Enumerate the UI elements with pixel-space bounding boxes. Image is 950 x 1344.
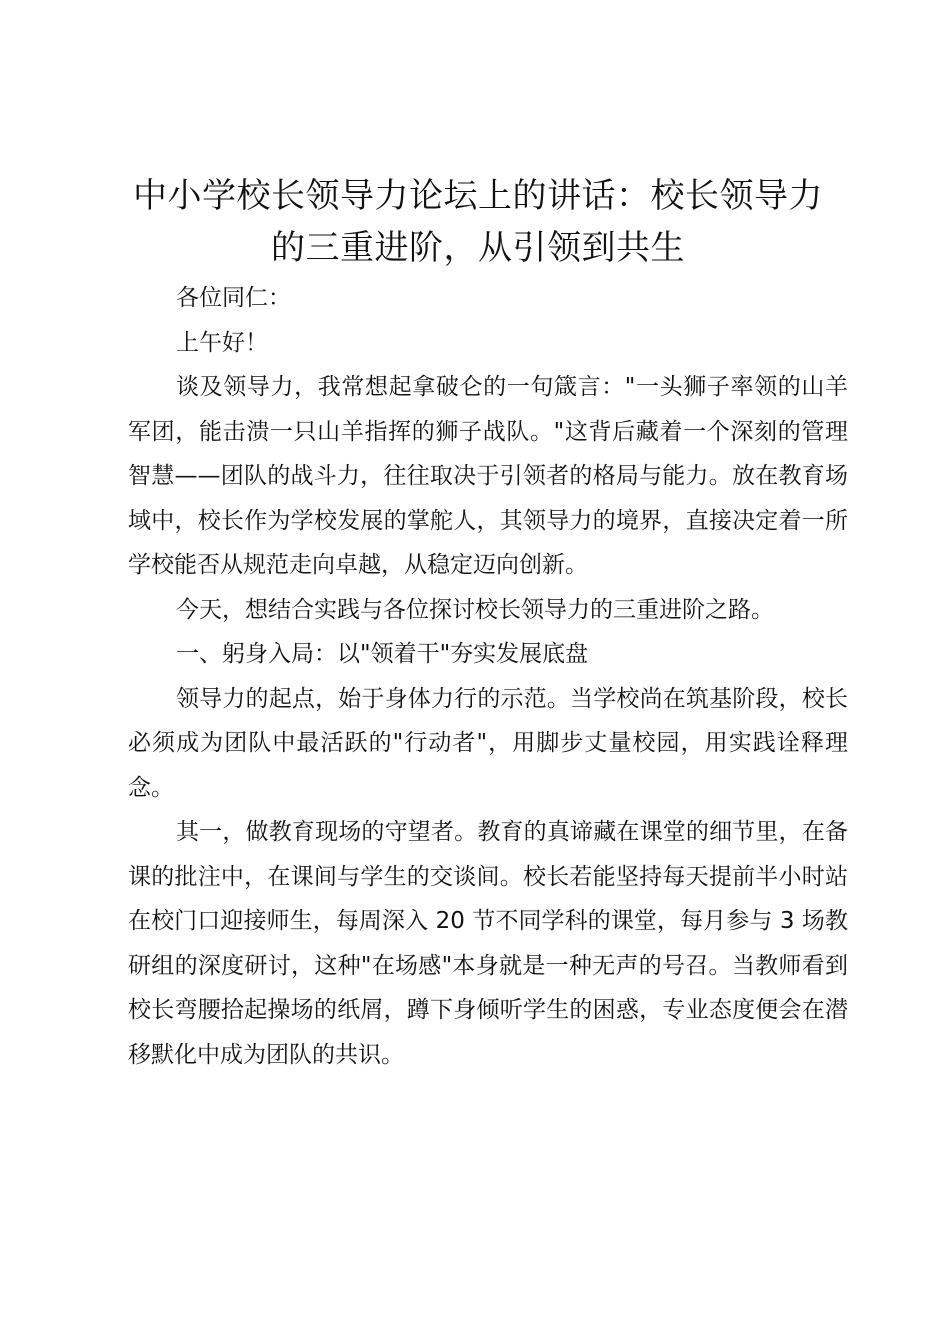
document-body — [128, 276, 848, 1077]
greeting: 上午好！ — [176, 329, 268, 356]
paragraph-intro: 谈及领导力，我常想起拿破仑的一句箴言："一头狮子率领的山羊军团，能击溃一只山羊指挥的狮子战队。"这背后藏着一个深刻的管理智慧——团队的战斗力，往往取决于引领者的格局与能力。放在教育场域中，校长作为学校发展的掌舵人，其领导力的境界，直接决定着一所学校能否从规范走向卓越，从稳定迈向创新。 — [128, 374, 848, 578]
paragraph-point-1: 其一，做教育现场的守望者。教育的真谛藏在课堂的细节里，在备课的批注中，在课间与学生的交谈间。校长若能坚持每天提前半小时站在校门口迎接师生，每周深入 20 节不同学科的课堂，每月参与 3 场教研组的深度研讨，这种"在场感"本身就是一种无声的号召。当教师看到校长弯腰拾起操场的纸屑，蹲下身倾听学生的困惑，专业态度便会在潜移默化中成为团队的共识。 — [128, 819, 848, 1068]
document-title: 中小学校长领导力论坛上的讲话：校长领导力的三重进阶，从引领到共生 — [133, 176, 823, 268]
paragraph-topic: 今天，想结合实践与各位探讨校长领导力的三重进阶之路。 — [176, 596, 774, 623]
section-heading-1: 一、躬身入局：以"领着干"夯实发展底盘 — [176, 641, 589, 667]
paragraph-section-1: 领导力的起点，始于身体力行的示范。当学校尚在筑基阶段，校长必须成为团队中最活跃的"行动者"，用脚步丈量校园，用实践诠释理念。 — [128, 685, 848, 801]
salutation: 各位同仁： — [176, 285, 291, 311]
